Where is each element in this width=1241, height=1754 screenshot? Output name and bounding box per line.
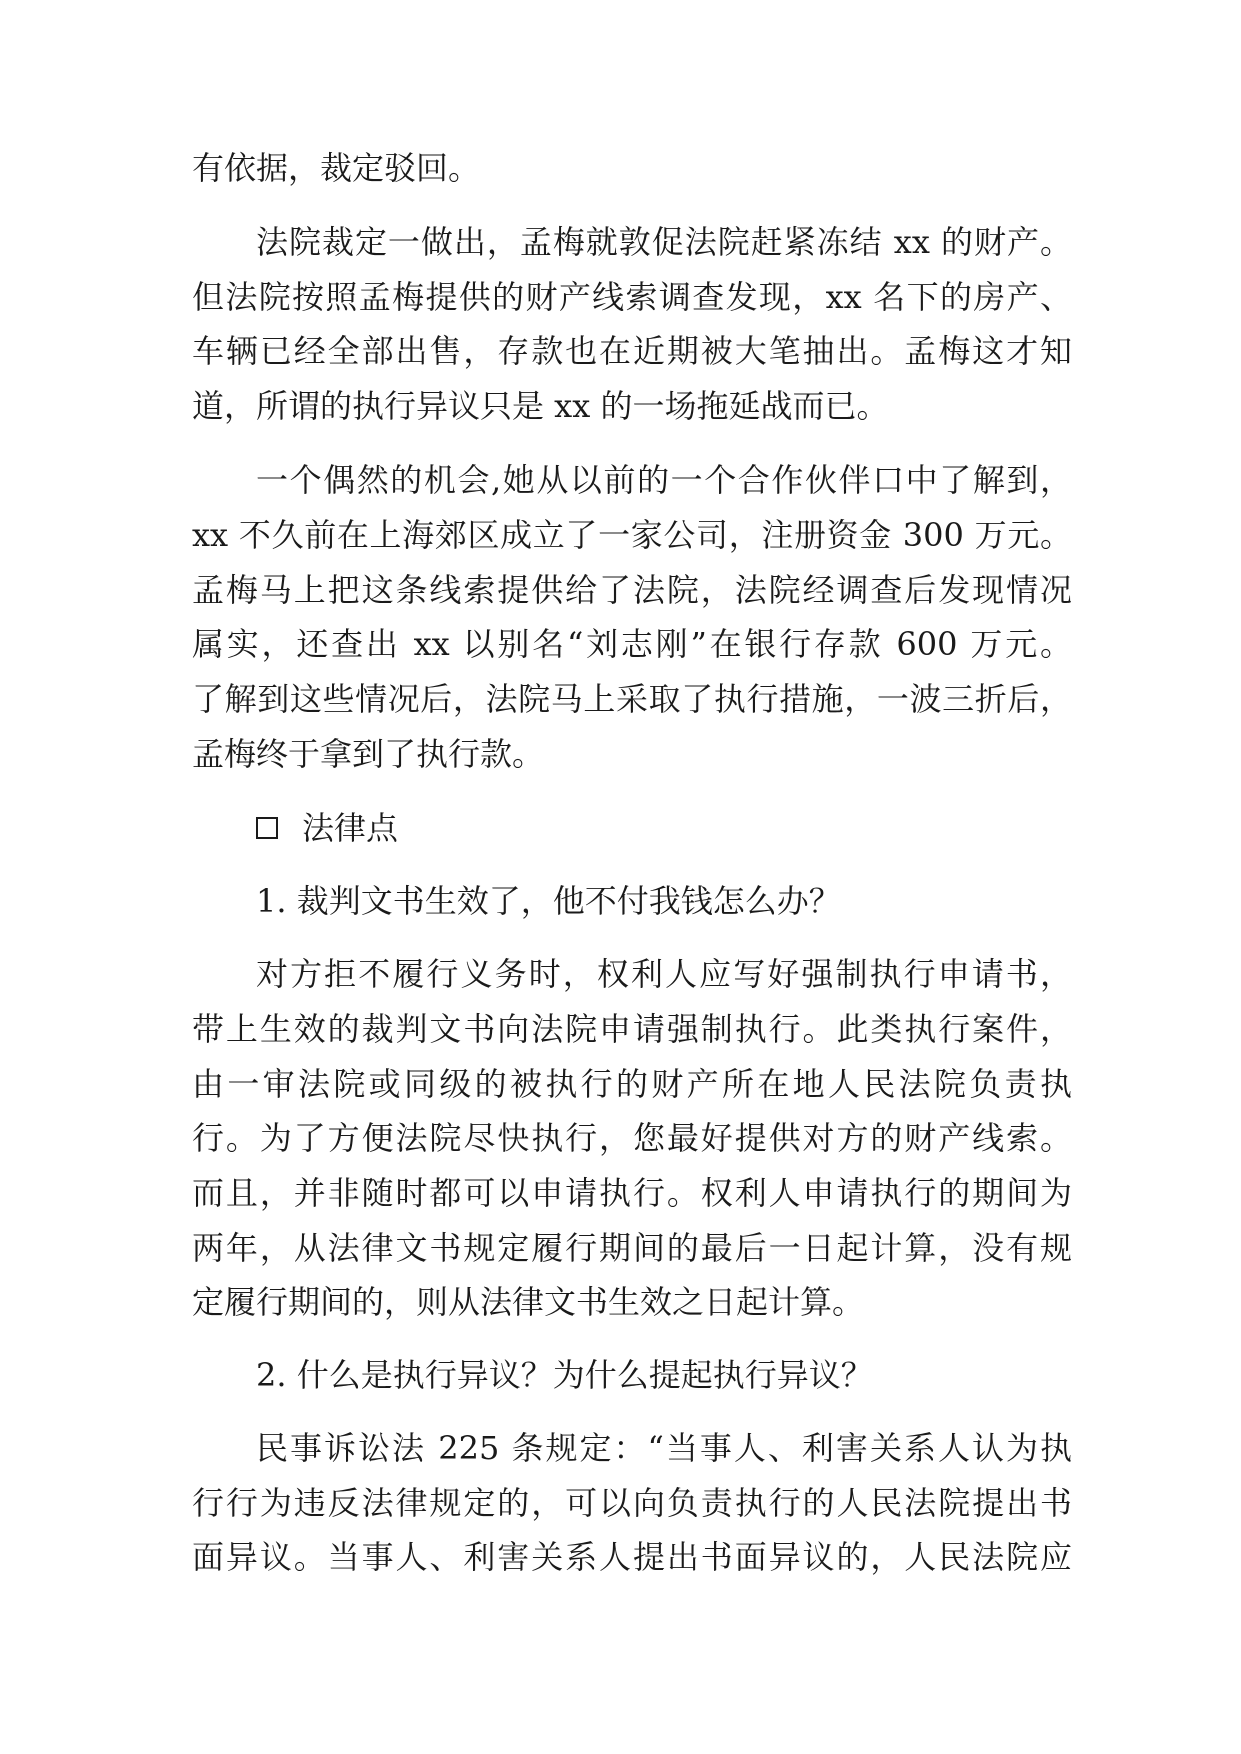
text-line: 属实，还查出 xx 以别名“刘志刚”在银行存款 600 万元。 [192,625,1072,663]
text-line: 有依据，裁定驳回。 [192,149,481,187]
section-heading-text: 法律点 [302,809,399,847]
question-heading: 1. 裁判文书生效了，他不付我钱怎么办？ [256,882,841,920]
text-line: 由一审法院或同级的被执行的财产所在地人民法院负责执 [192,1065,1072,1103]
text-line: 道，所谓的执行异议只是 xx 的一场拖延战而已。 [192,387,889,425]
section-heading [256,800,398,856]
text-line: 孟梅马上把这条线索提供给了法院，法院经调查后发现情况 [192,571,1072,609]
text-line: 行行为违反法律规定的，可以向负责执行的人民法院提出书 [192,1484,1072,1522]
text-line: 了解到这些情况后，法院马上采取了执行措施，一波三折后， [192,680,1072,718]
paragraph-first-line: 法院裁定一做出，孟梅就敦促法院赶紧冻结 xx 的财产。 [256,223,1072,261]
text-line: 但法院按照孟梅提供的财产线索调查发现，xx 名下的房产、 [192,278,1072,316]
text-line: 带上生效的裁判文书向法院申请强制执行。此类执行案件， [192,1010,1072,1048]
checkbox-icon [256,817,278,839]
text-line: 孟梅终于拿到了执行款。 [192,735,545,773]
text-line: 而且，并非随时都可以申请执行。权利人申请执行的期间为 [192,1174,1072,1212]
paragraph-first-line: 对方拒不履行义务时，权利人应写好强制执行申请书， [256,955,1072,993]
text-line: 面异议。当事人、利害关系人提出书面异议的，人民法院应 [192,1538,1072,1576]
text-line: 行。为了方便法院尽快执行，您最好提供对方的财产线索。 [192,1119,1072,1157]
text-line: 两年，从法律文书规定履行期间的最后一日起计算，没有规 [192,1229,1072,1267]
question-heading: 2. 什么是执行异议？为什么提起执行异议？ [256,1356,873,1394]
text-line: 定履行期间的，则从法律文书生效之日起计算。 [192,1283,865,1321]
paragraph-first-line: 一个偶然的机会,她从以前的一个合作伙伴口中了解到， [256,461,1072,499]
paragraph-first-line: 民事诉讼法 225 条规定：“当事人、利害关系人认为执 [256,1429,1072,1467]
text-line: 车辆已经全部出售，存款也在近期被大笔抽出。孟梅这才知 [192,332,1072,370]
text-line: xx 不久前在上海郊区成立了一家公司，注册资金 300 万元。 [192,516,1072,554]
